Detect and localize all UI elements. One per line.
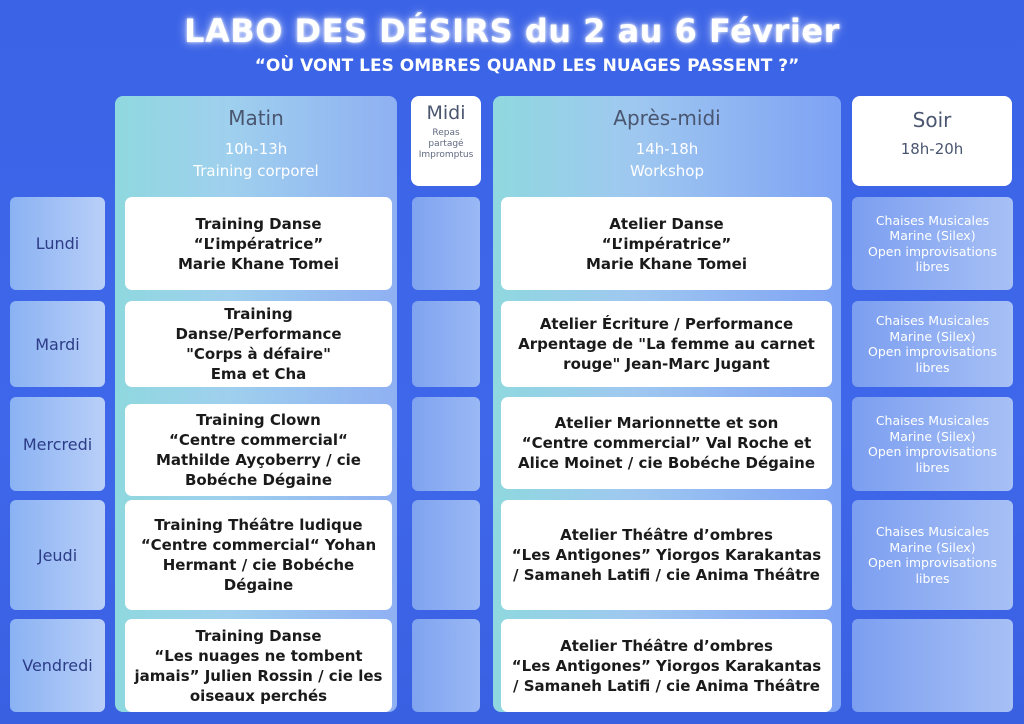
cell-line: Atelier Marionnette et son <box>554 414 779 432</box>
cell-line: Chaises Musicales <box>875 413 990 428</box>
cell-line: Ema et Cha <box>210 365 307 383</box>
apres-midi-desc: Workshop <box>629 162 704 180</box>
midi-desc-line: Repas <box>432 128 460 138</box>
cell-line: Marie Khane Tomei <box>586 254 747 273</box>
cell-line: “Centre commercial“ Yohan <box>140 536 377 554</box>
apres-midi-card <box>501 397 832 489</box>
cell-line: “L’impératrice” <box>193 234 324 253</box>
matin-desc: Training corporel <box>193 162 319 180</box>
cell-line: Open improvisations <box>868 344 997 359</box>
cell-text <box>586 214 747 274</box>
cell-line: Chaises Musicales <box>875 524 990 539</box>
cell-line: Training Théâtre ludique <box>154 516 363 534</box>
soir-cell <box>852 301 1013 387</box>
cell-line: Atelier Théâtre d’ombres <box>560 526 773 544</box>
midi-cell <box>412 197 480 290</box>
cell-line: libres <box>915 570 950 586</box>
cell-line: “Centre commercial“ <box>169 431 348 449</box>
apres-midi-card <box>501 619 832 712</box>
matin-title: Matin <box>228 106 284 130</box>
cell-line: “Les Antigones” Yiorgos Karakantas <box>511 656 822 675</box>
matin-card <box>125 197 392 290</box>
cell-line: Training Danse <box>195 214 322 233</box>
cell-line: Marine (Silex) <box>889 228 976 243</box>
cell-text <box>868 213 997 275</box>
page-title: LABO DES DÉSIRS du 2 au 6 Février <box>184 12 840 50</box>
day-label: Vendredi <box>10 619 105 712</box>
cell-line: “Les Antigones” Yiorgos Karakantas <box>511 546 822 564</box>
cell-line: libres <box>915 459 950 475</box>
apres-midi-header <box>493 106 841 182</box>
matin-card <box>125 500 392 610</box>
cell-text <box>175 304 341 384</box>
matin-card <box>125 619 392 712</box>
cell-line: “Les nuages ne tombent <box>154 646 363 665</box>
midi-desc-line: Impromptus <box>418 150 474 160</box>
cell-line: Atelier Écriture / Performance <box>539 315 794 333</box>
cell-text <box>178 214 339 274</box>
cell-line: Chaises Musicales <box>875 212 990 228</box>
midi-cell <box>412 500 480 610</box>
cell-line: Training Danse <box>195 626 322 645</box>
apres-midi-time: 14h-18h <box>635 140 699 158</box>
day-label: Mardi <box>10 301 105 387</box>
cell-text <box>135 626 383 706</box>
cell-line: "Corps à défaire" <box>186 345 331 363</box>
cell-text <box>512 636 821 696</box>
cell-line: Marine (Silex) <box>889 428 976 444</box>
cell-line: Dégaine <box>223 576 294 594</box>
apres-midi-title: Après-midi <box>613 106 721 130</box>
cell-line: Chaises Musicales <box>875 313 990 328</box>
matin-card <box>125 404 392 496</box>
cell-line: libres <box>915 359 950 375</box>
midi-cell <box>412 619 480 712</box>
matin-time: 10h-13h <box>224 140 288 158</box>
midi-cell <box>412 397 480 491</box>
soir-time: 18h-20h <box>900 140 964 158</box>
cell-text <box>141 515 376 595</box>
cell-line: Training <box>224 305 293 323</box>
soir-cell <box>852 397 1013 491</box>
cell-text <box>512 525 821 585</box>
cell-text <box>518 413 815 473</box>
cell-line: jamais” Julien Rossin / cie les <box>134 666 383 685</box>
soir-title: Soir <box>912 108 952 132</box>
day-label: Lundi <box>10 197 105 290</box>
soir-cell <box>852 197 1013 290</box>
cell-line: Hermant / cie Bobéche <box>162 556 355 574</box>
soir-cell <box>852 619 1013 712</box>
day-label: Jeudi <box>10 500 105 610</box>
cell-line: Marie Khane Tomei <box>178 254 339 273</box>
cell-line: Atelier Danse <box>609 214 724 233</box>
day-label: Mercredi <box>10 397 105 491</box>
cell-line: Marine (Silex) <box>889 328 976 344</box>
cell-text <box>518 314 815 374</box>
apres-midi-card <box>501 301 832 387</box>
midi-desc-line: partagé <box>428 139 464 149</box>
cell-line: Bobéche Dégaine <box>184 471 333 489</box>
apres-midi-card <box>501 500 832 610</box>
matin-card <box>125 301 392 387</box>
page-subtitle: “OÙ VONT LES OMBRES QUAND LES NUAGES PASSENT ?” <box>254 56 800 76</box>
cell-line: Arpentage de "La femme au carnet <box>518 335 815 353</box>
midi-cell <box>412 301 480 387</box>
cell-text <box>156 410 361 490</box>
cell-line: / Samaneh Latifi / cie Anima Théâtre <box>513 566 820 584</box>
cell-line: Mathilde Ayçoberry / cie <box>156 451 361 469</box>
cell-line: Open improvisations <box>868 555 997 570</box>
cell-line: “L’impératrice” <box>601 234 732 253</box>
cell-line: Atelier Théâtre d’ombres <box>560 636 773 655</box>
apres-midi-card <box>501 197 832 290</box>
cell-line: oiseaux perchés <box>189 686 328 705</box>
cell-text <box>868 524 997 586</box>
midi-title: Midi <box>426 102 466 124</box>
cell-line: Open improvisations <box>868 243 997 259</box>
midi-desc <box>411 128 481 161</box>
cell-text <box>868 313 997 375</box>
cell-line: Danse/Performance <box>175 325 342 343</box>
cell-line: Training Clown <box>196 411 321 429</box>
cell-line: rouge" Jean-Marc Jugant <box>563 355 770 373</box>
cell-line: Marine (Silex) <box>889 539 976 555</box>
cell-line: “Centre commercial” Val Roche et <box>521 434 812 452</box>
soir-cell <box>852 500 1013 610</box>
cell-text <box>868 413 997 475</box>
cell-line: / Samaneh Latifi / cie Anima Théâtre <box>513 676 820 695</box>
cell-line: libres <box>915 259 950 274</box>
matin-header <box>115 106 397 182</box>
midi-header <box>411 96 481 186</box>
cell-line: Alice Moinet / cie Bobéche Dégaine <box>517 454 816 472</box>
cell-line: Open improvisations <box>868 444 997 459</box>
soir-header <box>852 96 1012 186</box>
